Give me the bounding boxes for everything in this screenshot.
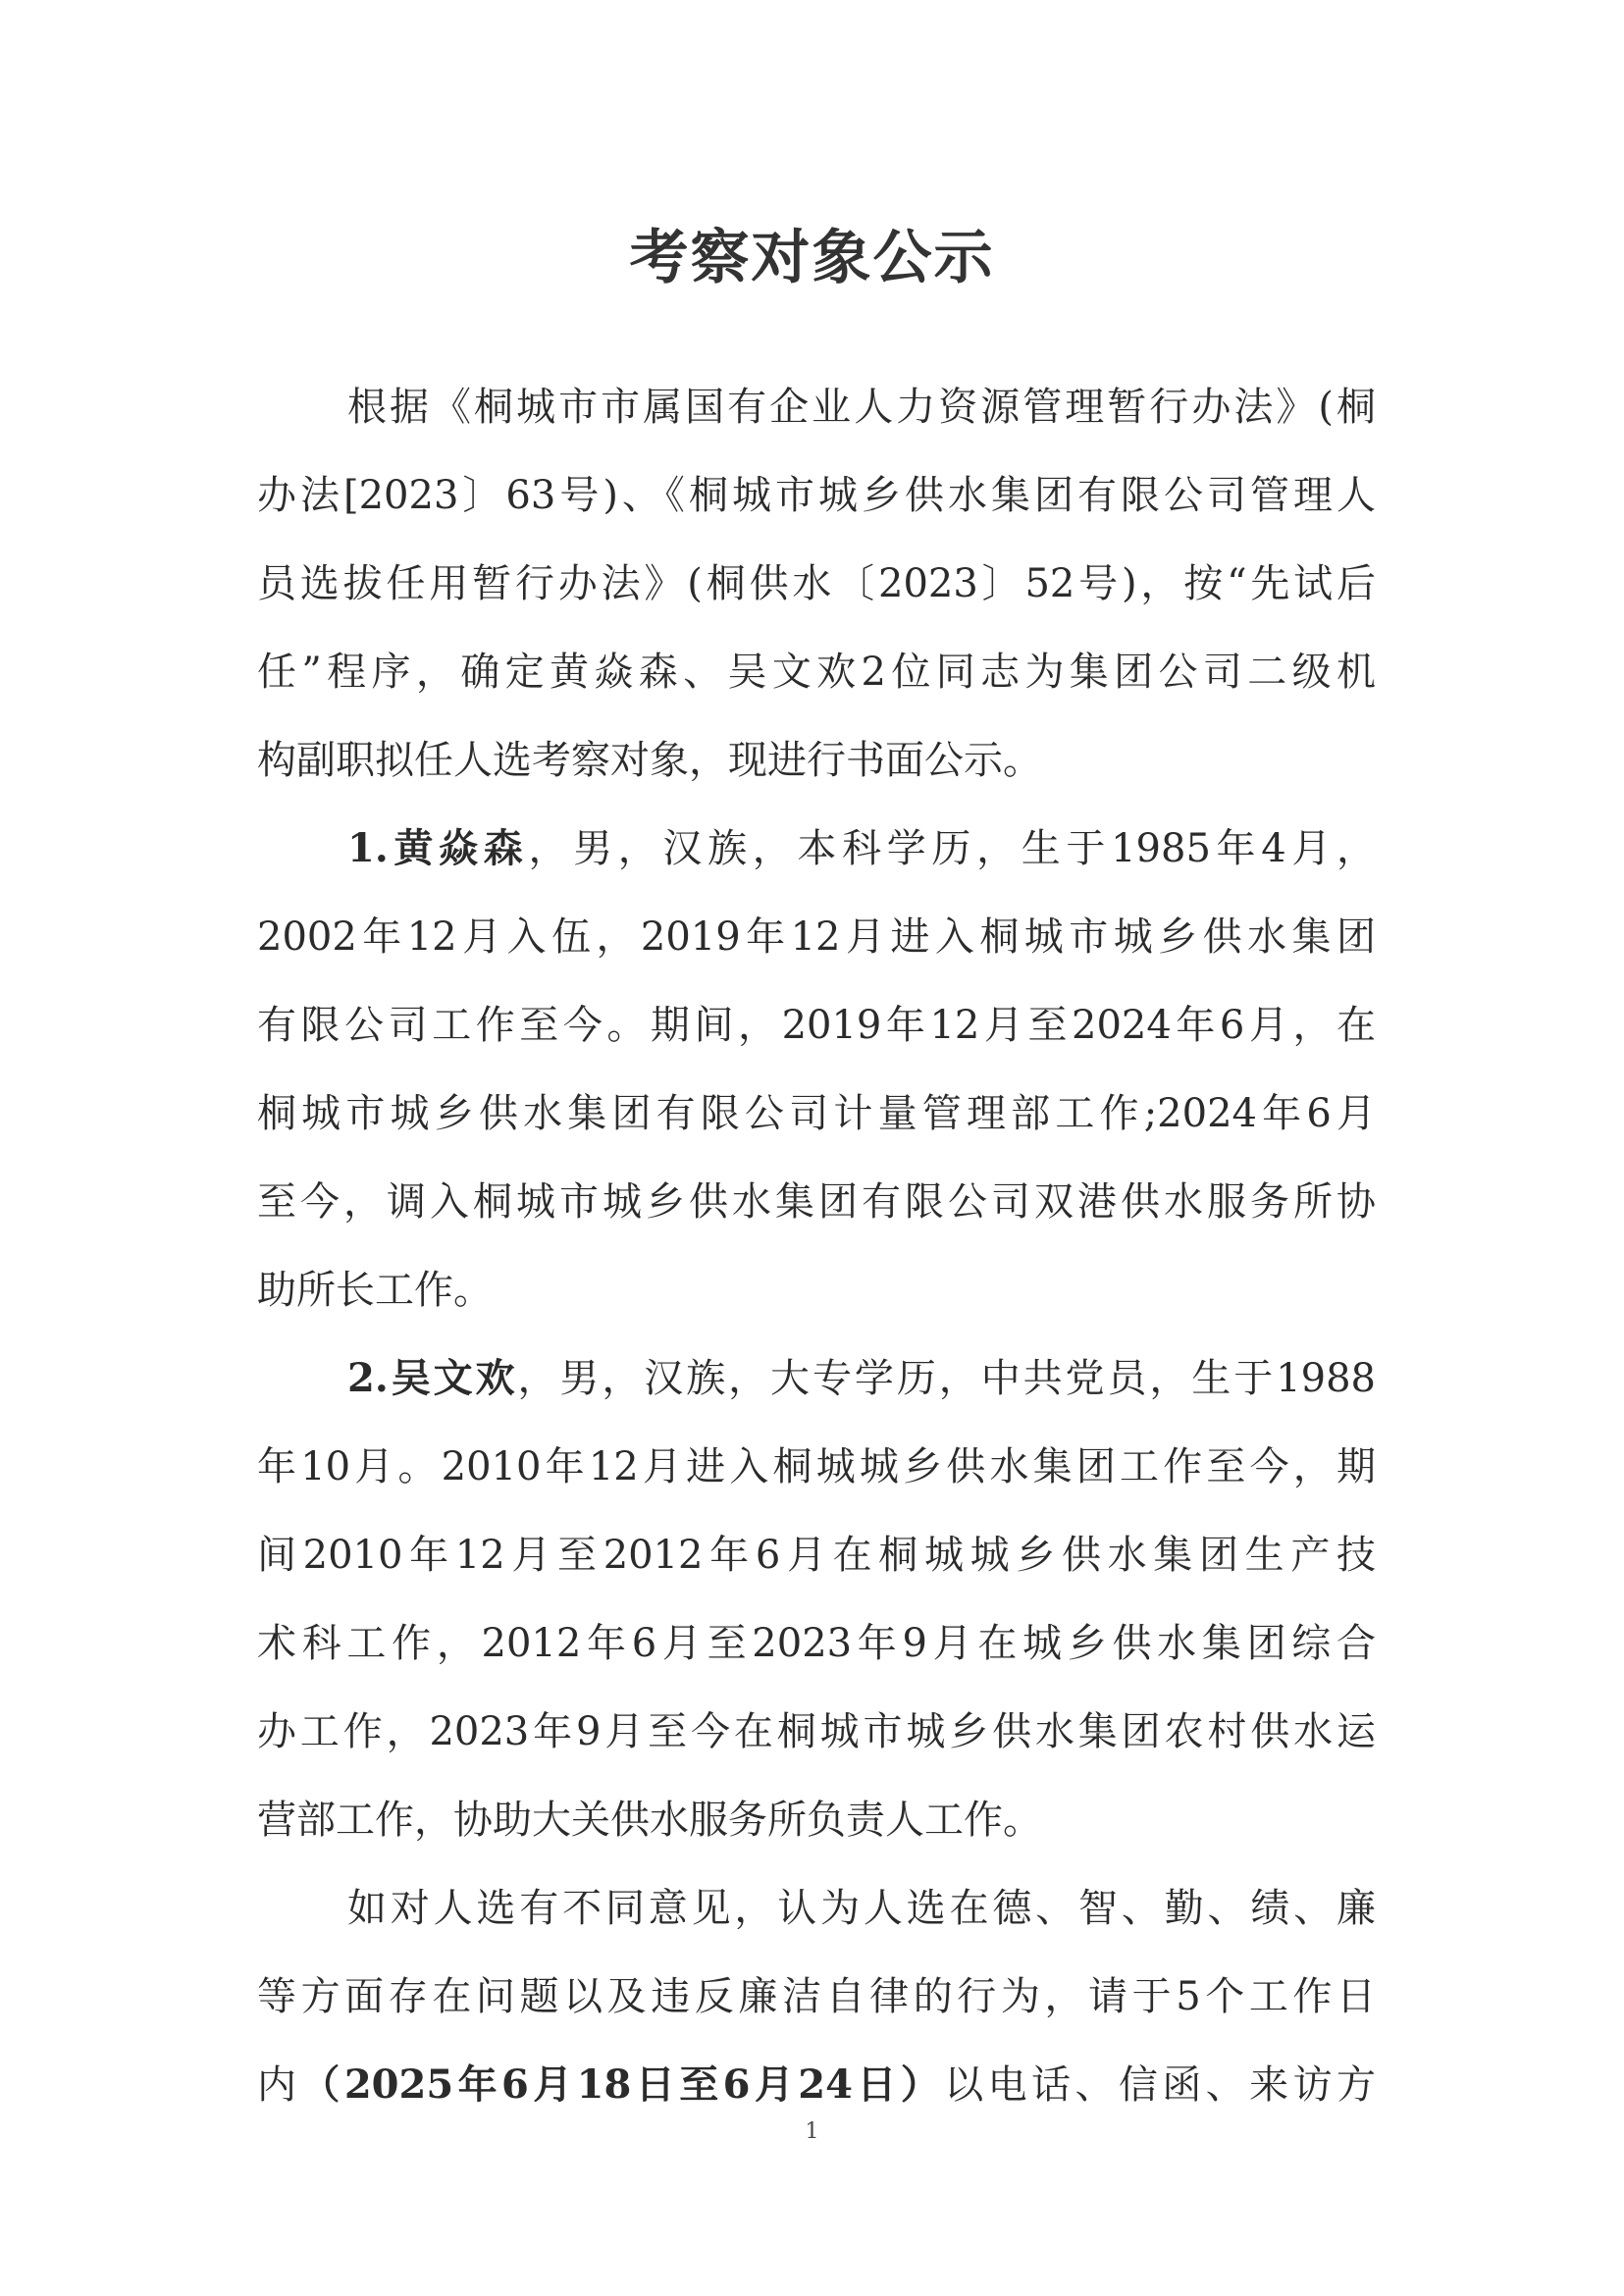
- text-line: [257, 1334, 1376, 1423]
- document-title: 考察对象公示: [629, 224, 995, 292]
- text-line: 助所长工作。: [257, 1268, 493, 1313]
- text-line: 如对人选有不同意见，认为人选在德、智、勤、绩、廉: [347, 1886, 1376, 1931]
- text-segment: 内: [257, 2062, 301, 2108]
- text-segment: 以电话、信函、来访方: [944, 2062, 1377, 2108]
- candidate-2-paragraph: [257, 1334, 1376, 1864]
- feedback-period: （2025年6月18日至6月24日）: [300, 2061, 945, 2108]
- candidate-1-paragraph: [257, 805, 1376, 1334]
- text-line: 员选拔任用暂行办法》(桐供水〔2023〕52号)，按“先试后: [257, 561, 1376, 606]
- text-line: 营部工作，协助大关供水服务所负责人工作。: [257, 1798, 1042, 1843]
- text-line: 有限公司工作至今。期间，2019年12月至2024年6月，在: [257, 1003, 1376, 1048]
- text-line: 间2010年12月至2012年6月在桐城城乡供水集团生产技: [257, 1533, 1376, 1578]
- candidate-name: 黄焱森: [388, 825, 529, 871]
- page-number: 1: [805, 2119, 819, 2144]
- text-line: 2002年12月入伍，2019年12月进入桐城市城乡供水集团: [257, 914, 1376, 960]
- candidate-name: 吴文欢: [388, 1355, 518, 1401]
- candidate-number: 1.: [347, 825, 389, 871]
- text-line: 等方面存在问题以及违反廉洁自律的行为，请于5个工作日: [257, 1974, 1376, 2019]
- document-body: [257, 363, 1376, 2129]
- text-line: [257, 2041, 1376, 2129]
- candidate-number: 2.: [347, 1355, 389, 1401]
- text-line: 桐城市城乡供水集团有限公司计量管理部工作;2024年6月: [257, 1091, 1376, 1136]
- candidate-details: ，男，汉族，本科学历，生于1985年4月，: [528, 826, 1377, 871]
- text-line: 至今，调入桐城市城乡供水集团有限公司双港供水服务所协: [257, 1179, 1376, 1225]
- intro-paragraph: [257, 363, 1376, 805]
- text-line: 术科工作，2012年6月至2023年9月在城乡供水集团综合: [257, 1621, 1376, 1666]
- text-line: 年10月。2010年12月进入桐城城乡供水集团工作至今，期: [257, 1444, 1376, 1489]
- closing-paragraph: [257, 1864, 1376, 2129]
- text-line: 构副职拟任人选考察对象，现进行书面公示。: [257, 738, 1042, 783]
- candidate-details: ，男，汉族，大专学历，中共党员，生于1988: [517, 1356, 1377, 1401]
- text-line: 根据《桐城市市属国有企业人力资源管理暂行办法》(桐: [347, 385, 1376, 430]
- text-line: 办法[2023〕63号)、《桐城市城乡供水集团有限公司管理人: [257, 473, 1376, 518]
- text-line: [257, 805, 1376, 893]
- text-line: 办工作，2023年9月至今在桐城市城乡供水集团农村供水运: [257, 1709, 1376, 1754]
- text-line: 任”程序，确定黄焱森、吴文欢2位同志为集团公司二级机: [257, 650, 1376, 695]
